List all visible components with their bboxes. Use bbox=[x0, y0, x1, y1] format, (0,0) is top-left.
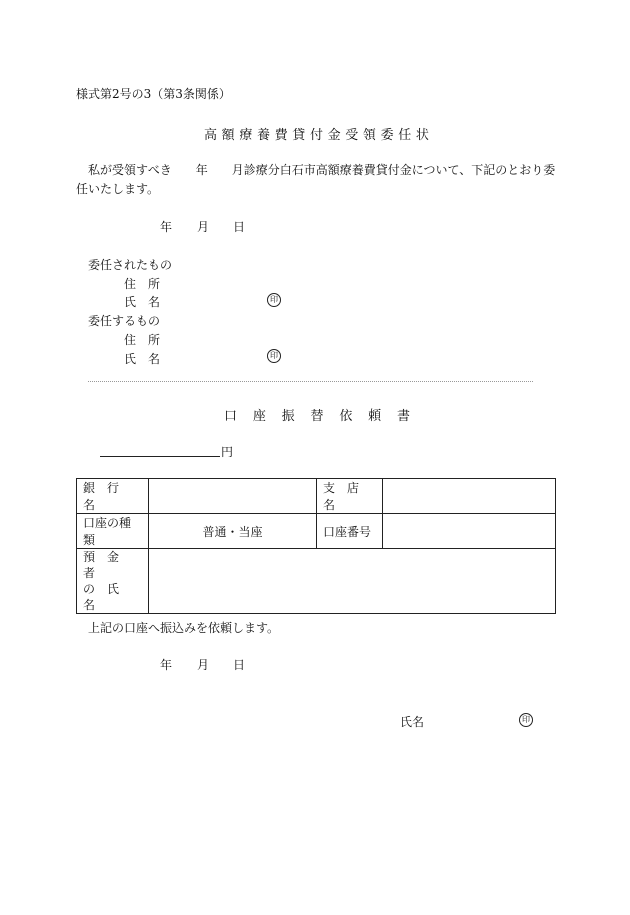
amount-underline bbox=[100, 456, 220, 457]
type-label: 口座の種類 bbox=[83, 516, 132, 547]
title-char: 貸 bbox=[292, 128, 306, 143]
title-char: 受 bbox=[345, 128, 359, 143]
title-char: 費 bbox=[274, 128, 288, 143]
bank-label: 銀 行 名 bbox=[83, 481, 132, 512]
bank-label-cell bbox=[77, 479, 149, 514]
delegator-seal-icon: 印 bbox=[267, 349, 281, 363]
number-label-cell bbox=[317, 514, 383, 549]
type-value-cell[interactable] bbox=[149, 514, 317, 549]
title-char: 付 bbox=[309, 128, 323, 143]
transfer-title bbox=[224, 405, 410, 424]
type-label-cell bbox=[77, 514, 149, 549]
transfer-title-char: 口 bbox=[224, 409, 238, 424]
transfer-title-char: 依 bbox=[339, 409, 353, 424]
signature-seal-icon: 印 bbox=[519, 713, 533, 727]
title-char: 状 bbox=[415, 128, 429, 143]
body-line-2: 任いたします。 bbox=[76, 182, 160, 196]
document-title bbox=[204, 124, 429, 143]
title-char: 任 bbox=[398, 128, 412, 143]
transfer-title-char: 振 bbox=[281, 409, 295, 424]
bank-value-cell[interactable] bbox=[149, 479, 317, 514]
title-char: 委 bbox=[380, 128, 394, 143]
transfer-title-char: 頼 bbox=[368, 409, 382, 424]
delegate-address-label: 住 所 bbox=[124, 277, 161, 291]
date2-year-label: 年 bbox=[160, 658, 173, 672]
transfer-title-char: 替 bbox=[310, 409, 324, 424]
branch-label: 支 店 名 bbox=[323, 481, 372, 512]
transfer-title-char: 座 bbox=[252, 409, 266, 424]
body-line-1: 私が受領すべき 年 月診療分白石市高額療養費貸付金について、下記のとおり委 bbox=[88, 163, 556, 177]
number-label: 口座番号 bbox=[323, 524, 372, 539]
title-char: 領 bbox=[362, 128, 376, 143]
signature-label: 氏名 bbox=[400, 715, 425, 729]
delegator-name-label: 氏 名 bbox=[124, 352, 161, 366]
date-month-label: 月 bbox=[197, 220, 210, 234]
delegate-name-label: 氏 名 bbox=[124, 295, 161, 309]
holder-label-2: の 氏 名 bbox=[83, 582, 132, 612]
title-char: 養 bbox=[256, 128, 270, 143]
request-text: 上記の口座へ振込みを依頼します。 bbox=[88, 621, 280, 635]
cut-line bbox=[88, 381, 533, 382]
account-table bbox=[76, 478, 556, 614]
branch-label-cell bbox=[317, 479, 383, 514]
delegator-address-label: 住 所 bbox=[124, 333, 161, 347]
title-char: 療 bbox=[239, 128, 253, 143]
holder-label-cell bbox=[77, 549, 149, 614]
number-value-cell[interactable] bbox=[383, 514, 556, 549]
type-value: 普通・当座 bbox=[202, 524, 263, 539]
delegate-seal-icon: 印 bbox=[267, 293, 281, 307]
date2-month-label: 月 bbox=[197, 658, 210, 672]
title-char: 金 bbox=[327, 128, 341, 143]
title-char: 額 bbox=[221, 128, 235, 143]
delegator-heading: 委任するもの bbox=[88, 314, 161, 328]
holder-value-cell[interactable] bbox=[149, 549, 556, 614]
date-year-label: 年 bbox=[160, 220, 173, 234]
holder-label-1: 預 金 者 bbox=[83, 550, 132, 580]
form-number: 様式第2号の3（第3条関係） bbox=[76, 87, 231, 101]
date-day-label: 日 bbox=[233, 220, 246, 234]
amount-unit: 円 bbox=[221, 445, 234, 459]
date2-day-label: 日 bbox=[233, 658, 246, 672]
transfer-title-char: 書 bbox=[396, 409, 410, 424]
delegate-heading: 委任されたもの bbox=[88, 258, 173, 272]
title-char: 高 bbox=[204, 128, 218, 143]
branch-value-cell[interactable] bbox=[383, 479, 556, 514]
